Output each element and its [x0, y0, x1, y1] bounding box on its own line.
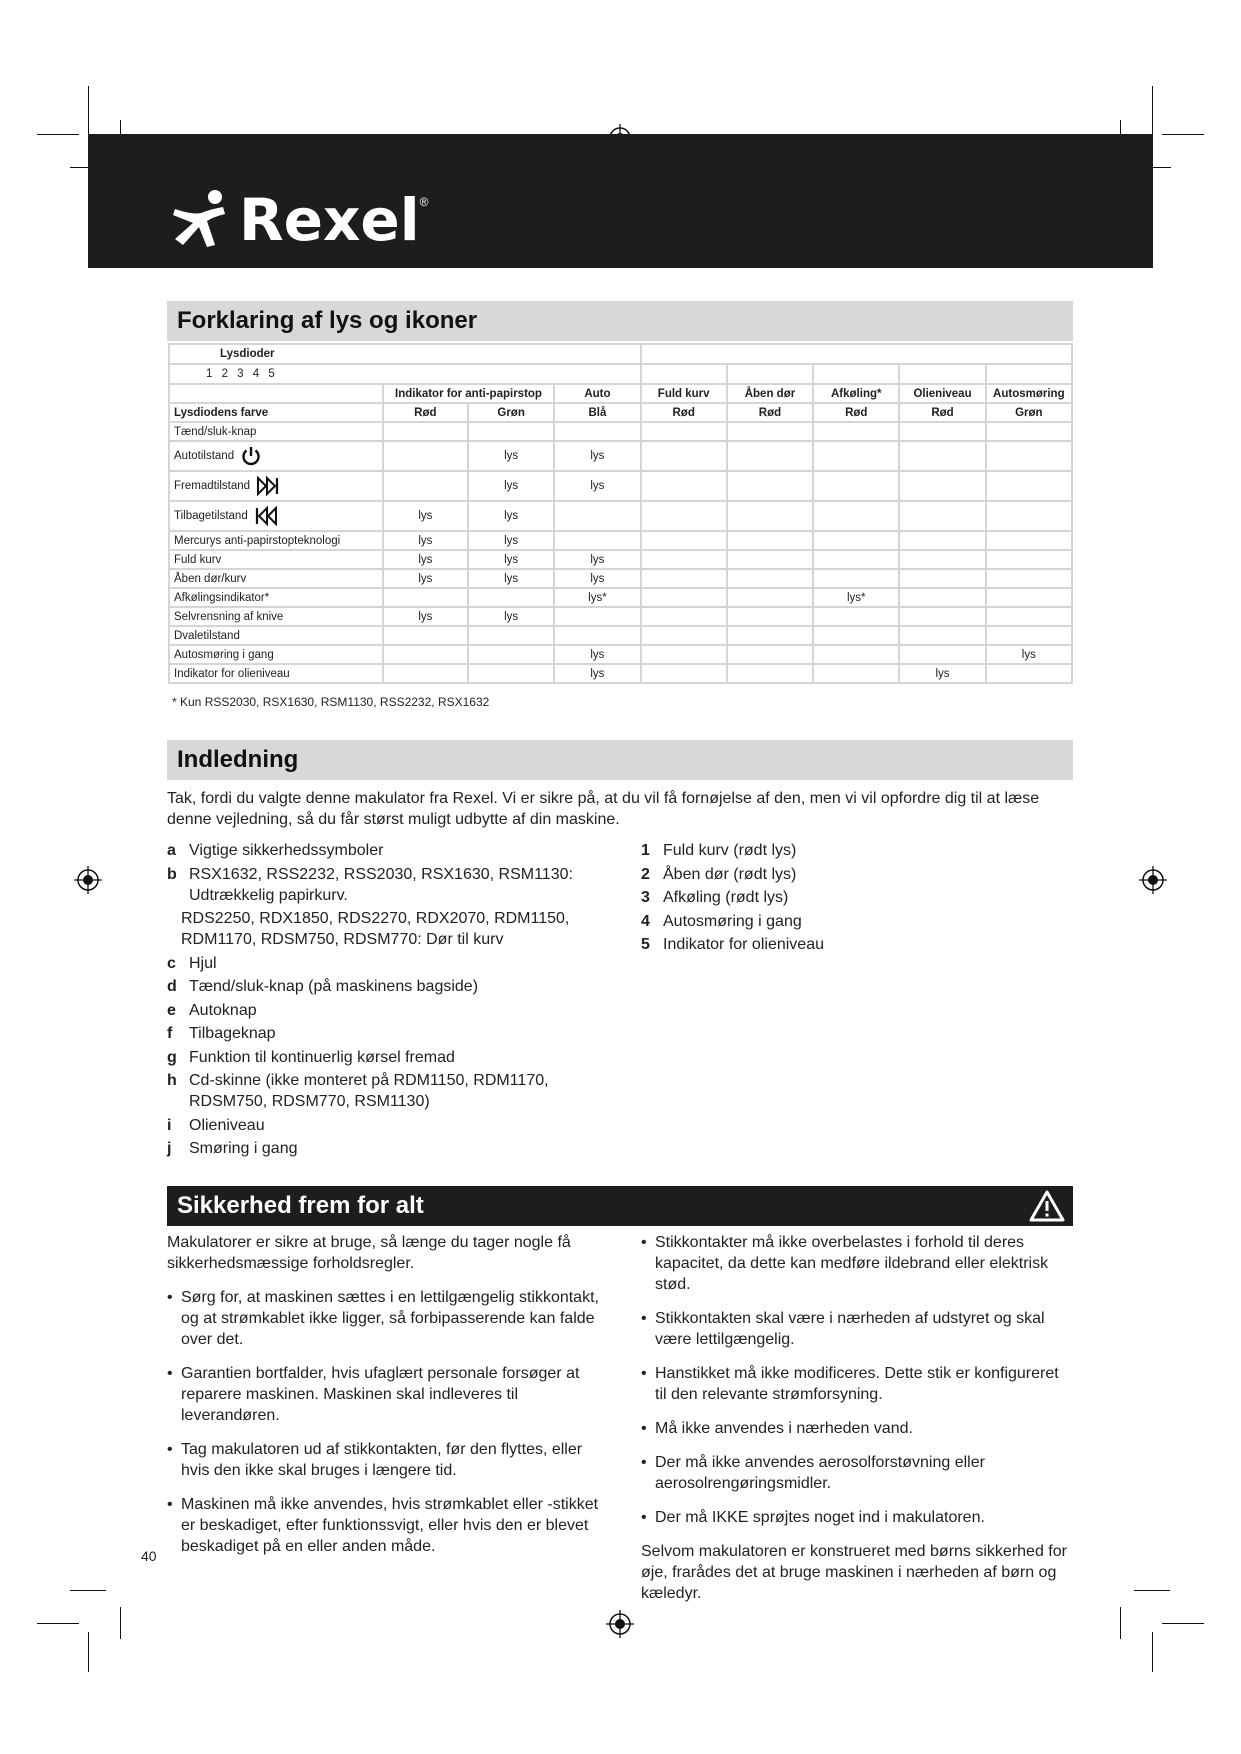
color-cell: Rød [641, 403, 727, 422]
part-text: Cd-skinne (ikke monteret på RDM1150, RDM1170, RDSM750, RDSM770, RSM1130) [189, 1072, 549, 1110]
safety-bullet-text: Garantien bortfalder, hvis ufaglært personale forsøger at reparere maskinen. Maskinen skal indleveres til leverandøren. [181, 1365, 580, 1424]
legend-row [169, 531, 1072, 550]
legend-cell: lys [468, 501, 554, 531]
legend-cell [813, 441, 899, 471]
part-item [167, 1115, 607, 1136]
crop-mark [88, 1632, 89, 1672]
legend-cell [641, 550, 727, 569]
indicator-number: 4 [641, 912, 650, 930]
part-item [167, 1000, 607, 1021]
part-key: c [167, 954, 176, 972]
safety-bullet [167, 1287, 607, 1350]
group-header: Afkøling* [813, 384, 899, 403]
legend-cell [554, 607, 640, 626]
part-text: Autoknap [189, 1001, 257, 1019]
legend-row-label-text: Autotilstand [174, 450, 235, 463]
legend-row-label-text: Åben dør/kurv [174, 572, 247, 585]
color-cell: Blå [554, 403, 640, 422]
indicator-text: Fuld kurv (rødt lys) [663, 842, 797, 859]
legend-cell [899, 645, 985, 664]
indicator-number: 5 [641, 936, 650, 953]
legend-cell [899, 607, 985, 626]
indicator-number: 2 [641, 865, 650, 883]
page-number: 40 [141, 1548, 157, 1564]
legend-cell [986, 531, 1072, 550]
legend-cell [554, 501, 640, 531]
legend-cell [899, 471, 985, 501]
group-header: Fuld kurv [641, 384, 727, 403]
legend-cell: lys [554, 664, 640, 683]
safety-bullet-text: Stikkontakter må ikke overbelastes i forhold til deres kapacitet, da dette kan medføre ildebrand eller elektrisk stød. [655, 1234, 1049, 1293]
part-item [167, 1070, 607, 1112]
lysdioder-numbers: 1 2 3 4 5 [169, 364, 641, 384]
legend-table [168, 343, 1073, 684]
legend-row-label-text: Selvrensning af knive [174, 610, 284, 623]
legend-cell [641, 531, 727, 550]
legend-cell [641, 607, 727, 626]
safety-lead: Makulatorer er sikre at bruge, så længe du tager nogle få sikkerhedsmæssige forholdsregler. [167, 1234, 571, 1272]
safety-bullet [167, 1494, 607, 1557]
legend-cell [813, 531, 899, 550]
part-item [167, 1138, 607, 1159]
legend-cell: lys [468, 569, 554, 588]
legend-cell [986, 422, 1072, 441]
crop-mark [1162, 1623, 1204, 1624]
legend-cell [468, 664, 554, 683]
section-title-intro: Indledning [167, 740, 1073, 780]
indicator-text: Autosmøring i gang [663, 912, 802, 930]
brand-logo [165, 180, 428, 260]
legend-cell: lys [468, 607, 554, 626]
safety-bullet-text: Må ikke anvendes i nærheden vand. [655, 1420, 913, 1437]
crop-mark [1152, 86, 1153, 136]
indicator-item [641, 911, 1041, 932]
legend-cell [727, 550, 813, 569]
legend-cell [383, 664, 468, 683]
legend-cell: lys [468, 531, 554, 550]
legend-cell [899, 501, 985, 531]
legend-cell [727, 501, 813, 531]
legend-cell [468, 588, 554, 607]
legend-row-label-text: Afkølingsindikator* [174, 591, 270, 604]
legend-cell [813, 569, 899, 588]
crop-mark [37, 134, 79, 135]
legend-row-label [169, 607, 383, 626]
part-item [167, 864, 607, 906]
legend-row-label [169, 569, 383, 588]
legend-cell [727, 569, 813, 588]
part-key: j [167, 1140, 172, 1157]
legend-cell [468, 422, 554, 441]
bullet-dot-icon: • [641, 1234, 647, 1251]
legend-row-label-text: Mercurys anti-papirstopteknologi [174, 534, 341, 547]
part-key [167, 908, 181, 950]
legend-cell [554, 626, 640, 645]
legend-row [169, 569, 1072, 588]
legend-row-label-text: Tilbagetilstand [174, 510, 248, 523]
registration-mark-icon [606, 1610, 634, 1638]
intro-text: Tak, fordi du valgte denne makulator fra Rexel. Vi er sikre på, at du vil få fornøjelse af den, men vi vil opfordre dig til at læse denne vejledning, så du får størst muligt udbytte af din maskine. [167, 790, 1040, 828]
legend-row [169, 664, 1072, 683]
legend-cell [986, 441, 1072, 471]
legend-row [169, 501, 1072, 531]
safety-bullet [641, 1452, 1071, 1494]
part-text: Hjul [189, 954, 217, 972]
color-cell: Grøn [986, 403, 1072, 422]
group-header: Olieniveau [899, 384, 985, 403]
safety-bullet-text: Der må IKKE sprøjtes noget ind i makulatoren. [655, 1509, 985, 1526]
section-title-safety [167, 1186, 1073, 1226]
legend-cell [468, 626, 554, 645]
legend-cell [899, 531, 985, 550]
legend-cell [727, 441, 813, 471]
bullet-dot-icon: • [641, 1420, 647, 1437]
legend-cell [813, 645, 899, 664]
legend-cell [727, 588, 813, 607]
safety-bullet [641, 1507, 1071, 1528]
legend-cell: lys* [554, 588, 640, 607]
part-key: b [167, 865, 177, 883]
part-text: Funktion til kontinuerlig kørsel fremad [189, 1048, 455, 1066]
legend-cell [727, 422, 813, 441]
legend-cell [899, 550, 985, 569]
crop-mark [37, 1623, 79, 1624]
legend-cell [641, 664, 727, 683]
rexel-figure-icon [165, 187, 235, 253]
safety-bullet [641, 1418, 1071, 1439]
legend-cell: lys [383, 501, 468, 531]
legend-cell [641, 422, 727, 441]
safety-closing: Selvom makulatoren er konstrueret med børns sikkerhed for øje, frarådes det at bruge maskinen i nærheden af børn og kæledyr. [641, 1543, 1067, 1602]
legend-cell [986, 626, 1072, 645]
legend-cell [468, 645, 554, 664]
legend-cell [641, 501, 727, 531]
safety-bullet [641, 1363, 1071, 1405]
legend-row-label [169, 531, 383, 550]
legend-row-label [169, 471, 383, 501]
indicator-number: 3 [641, 889, 650, 906]
crop-mark [1162, 134, 1204, 135]
legend-row [169, 471, 1072, 501]
legend-cell: lys [554, 569, 640, 588]
indicator-number: 1 [641, 842, 650, 859]
legend-cell [554, 531, 640, 550]
crop-mark [70, 1590, 106, 1591]
legend-cell [641, 588, 727, 607]
color-cell: Rød [899, 403, 985, 422]
legend-cell: lys* [813, 588, 899, 607]
safety-bullet-text: Der må ikke anvendes aerosolforstøvning eller aerosolrengøringsmidler. [655, 1454, 985, 1492]
safety-bullet [641, 1308, 1071, 1350]
reverse-icon [254, 506, 278, 526]
legend-cell [986, 607, 1072, 626]
legend-row [169, 422, 1072, 441]
legend-cell [641, 441, 727, 471]
legend-cell [727, 626, 813, 645]
legend-cell: lys [383, 569, 468, 588]
legend-cell [727, 645, 813, 664]
legend-row [169, 626, 1072, 645]
legend-cell [813, 550, 899, 569]
legend-cell [813, 501, 899, 531]
crop-mark [88, 86, 89, 136]
registration-mark-icon [1139, 866, 1167, 894]
color-cell: Grøn [468, 403, 554, 422]
legend-cell [727, 664, 813, 683]
legend-cell: lys [468, 550, 554, 569]
legend-cell [899, 626, 985, 645]
legend-cell [986, 501, 1072, 531]
legend-row [169, 607, 1072, 626]
color-label: Lysdiodens farve [169, 403, 383, 422]
indicator-item [641, 840, 1041, 861]
part-text: Tænd/sluk-knap (på maskinens bagside) [189, 978, 479, 995]
part-key: i [167, 1116, 172, 1134]
legend-cell: lys [383, 531, 468, 550]
part-text: Smøring i gang [189, 1140, 298, 1157]
bullet-dot-icon: • [167, 1441, 173, 1458]
warning-icon [1029, 1189, 1065, 1223]
legend-cell [899, 588, 985, 607]
legend-cell [813, 626, 899, 645]
legend-row-label [169, 550, 383, 569]
part-text: Vigtige sikkerhedssymboler [189, 842, 384, 859]
legend-cell [899, 422, 985, 441]
legend-cell [383, 588, 468, 607]
part-key: h [167, 1072, 177, 1089]
legend-row-label-text: Indikator for olieniveau [174, 667, 290, 680]
legend-cell [986, 471, 1072, 501]
legend-row [169, 588, 1072, 607]
legend-cell [641, 626, 727, 645]
part-key: f [167, 1025, 173, 1042]
legend-cell: lys [554, 550, 640, 569]
indicator-text: Indikator for olieniveau [663, 936, 824, 953]
legend-cell [899, 569, 985, 588]
legend-cell [554, 422, 640, 441]
legend-row-label [169, 422, 383, 441]
legend-row-label [169, 441, 383, 471]
legend-cell: lys [986, 645, 1072, 664]
legend-cell [986, 569, 1072, 588]
bullet-dot-icon: • [167, 1496, 173, 1513]
legend-cell [986, 588, 1072, 607]
legend-cell [383, 422, 468, 441]
part-item [167, 976, 607, 997]
part-item [167, 953, 607, 974]
safety-bullet-text: Stikkontakten skal være i nærheden af udstyret og skal være lettilgængelig. [655, 1310, 1045, 1348]
safety-bullet-text: Hanstikket må ikke modificeres. Dette stik er konfigureret til den relevante strømforsyning. [655, 1365, 1059, 1403]
parts-list [167, 840, 607, 1162]
legend-cell [899, 441, 985, 471]
safety-left-column [167, 1232, 607, 1570]
crop-mark [1152, 1632, 1153, 1672]
crop-mark [120, 1607, 121, 1639]
legend-cell [813, 607, 899, 626]
group-header: Åben dør [727, 384, 813, 403]
indicator-text: Åben dør (rødt lys) [663, 865, 797, 883]
registered-mark: ® [419, 195, 429, 209]
legend-cell [727, 471, 813, 501]
crop-mark [1134, 1590, 1170, 1591]
safety-right-column [641, 1232, 1071, 1604]
legend-row [169, 645, 1072, 664]
legend-footnote: * Kun RSS2030, RSX1630, RSM1130, RSS2232, RSX1632 [172, 695, 490, 709]
part-key: a [167, 842, 176, 859]
bullet-dot-icon: • [641, 1365, 647, 1382]
legend-row-label [169, 501, 383, 531]
legend-cell [813, 664, 899, 683]
legend-cell [727, 607, 813, 626]
legend-cell [986, 664, 1072, 683]
part-text: RDS2250, RDX1850, RDS2270, RDX2070, RDM1150, RDM1170, RDSM750, RDSM770: Dør til kurv [181, 910, 570, 948]
legend-cell: lys [554, 645, 640, 664]
legend-cell: lys [383, 550, 468, 569]
legend-row-label [169, 645, 383, 664]
legend-cell [641, 569, 727, 588]
legend-cell [383, 626, 468, 645]
part-item [167, 908, 607, 950]
indicator-item [641, 934, 1041, 955]
part-text: Tilbageknap [189, 1025, 276, 1042]
forward-icon [256, 476, 280, 496]
legend-cell [641, 645, 727, 664]
color-cell: Rød [727, 403, 813, 422]
part-item [167, 1047, 607, 1068]
indicator-item [641, 864, 1041, 885]
part-text: RSX1632, RSS2232, RSS2030, RSX1630, RSM1130: Udtrækkelig papirkurv. [189, 865, 573, 904]
legend-cell: lys [899, 664, 985, 683]
legend-row-label-text: Tænd/sluk-knap [174, 425, 257, 438]
legend-row-label [169, 626, 383, 645]
legend-cell: lys [468, 471, 554, 501]
legend-row [169, 550, 1072, 569]
safety-bullet [167, 1439, 607, 1481]
safety-bullet [167, 1363, 607, 1426]
section-title-legend: Forklaring af lys og ikoner [167, 301, 1073, 341]
legend-cell: lys [383, 607, 468, 626]
bullet-dot-icon: • [641, 1454, 647, 1471]
safety-bullet-text: Maskinen må ikke anvendes, hvis strømkablet eller -stikket er beskadiget, efter funktionssvigt, eller hvis den er blevet beskadiget på en eller anden måde. [181, 1496, 599, 1555]
legend-cell [813, 471, 899, 501]
power-icon [240, 445, 262, 467]
part-key: g [167, 1048, 177, 1066]
legend-row-label-text: Fremadtilstand [174, 480, 251, 493]
legend-cell: lys [554, 471, 640, 501]
numbered-list [641, 840, 1041, 958]
legend-cell: lys [554, 441, 640, 471]
legend-cell [986, 550, 1072, 569]
legend-cell [383, 441, 468, 471]
legend-cell [641, 471, 727, 501]
bullet-dot-icon: • [641, 1310, 647, 1327]
legend-row-label-text: Fuld kurv [174, 553, 222, 566]
group-header: Auto [554, 384, 640, 403]
registration-mark-icon [74, 866, 102, 894]
part-text: Olieniveau [189, 1116, 265, 1134]
legend-row-label [169, 588, 383, 607]
color-cell: Rød [383, 403, 468, 422]
legend-cell [727, 531, 813, 550]
legend-row-label-text: Dvaletilstand [174, 629, 240, 642]
legend-row-label [169, 664, 383, 683]
part-key: d [167, 978, 177, 995]
bullet-dot-icon: • [167, 1365, 173, 1382]
safety-title-text: Sikkerhed frem for alt [177, 1192, 424, 1219]
crop-mark [1120, 1607, 1121, 1639]
safety-bullet-text: Tag makulatoren ud af stikkontakten, før den flyttes, eller hvis den ikke skal bruges i længere tid. [181, 1441, 583, 1479]
indicator-item [641, 887, 1041, 908]
part-item [167, 1023, 607, 1044]
legend-row [169, 441, 1072, 471]
legend-row-label-text: Autosmøring i gang [174, 648, 274, 661]
safety-bullet [641, 1232, 1071, 1295]
part-key: e [167, 1001, 176, 1019]
part-item [167, 840, 607, 861]
color-cell: Rød [813, 403, 899, 422]
bullet-dot-icon: • [641, 1509, 647, 1526]
legend-cell [813, 422, 899, 441]
indicator-text: Afkøling (rødt lys) [663, 889, 789, 906]
lysdioder-label: Lysdioder [169, 344, 641, 364]
legend-cell [383, 471, 468, 501]
legend-cell [383, 645, 468, 664]
bullet-dot-icon: • [167, 1289, 173, 1306]
brand-name: Rexel [239, 186, 420, 254]
group-header: Indikator for anti-papirstop [383, 384, 555, 403]
legend-cell: lys [468, 441, 554, 471]
safety-bullet-text: Sørg for, at maskinen sættes i en lettilgængelig stikkontakt, og at strømkablet ikke ligger, så forbipasserende kan falde over det. [181, 1289, 599, 1348]
group-header: Autosmøring [986, 384, 1072, 403]
